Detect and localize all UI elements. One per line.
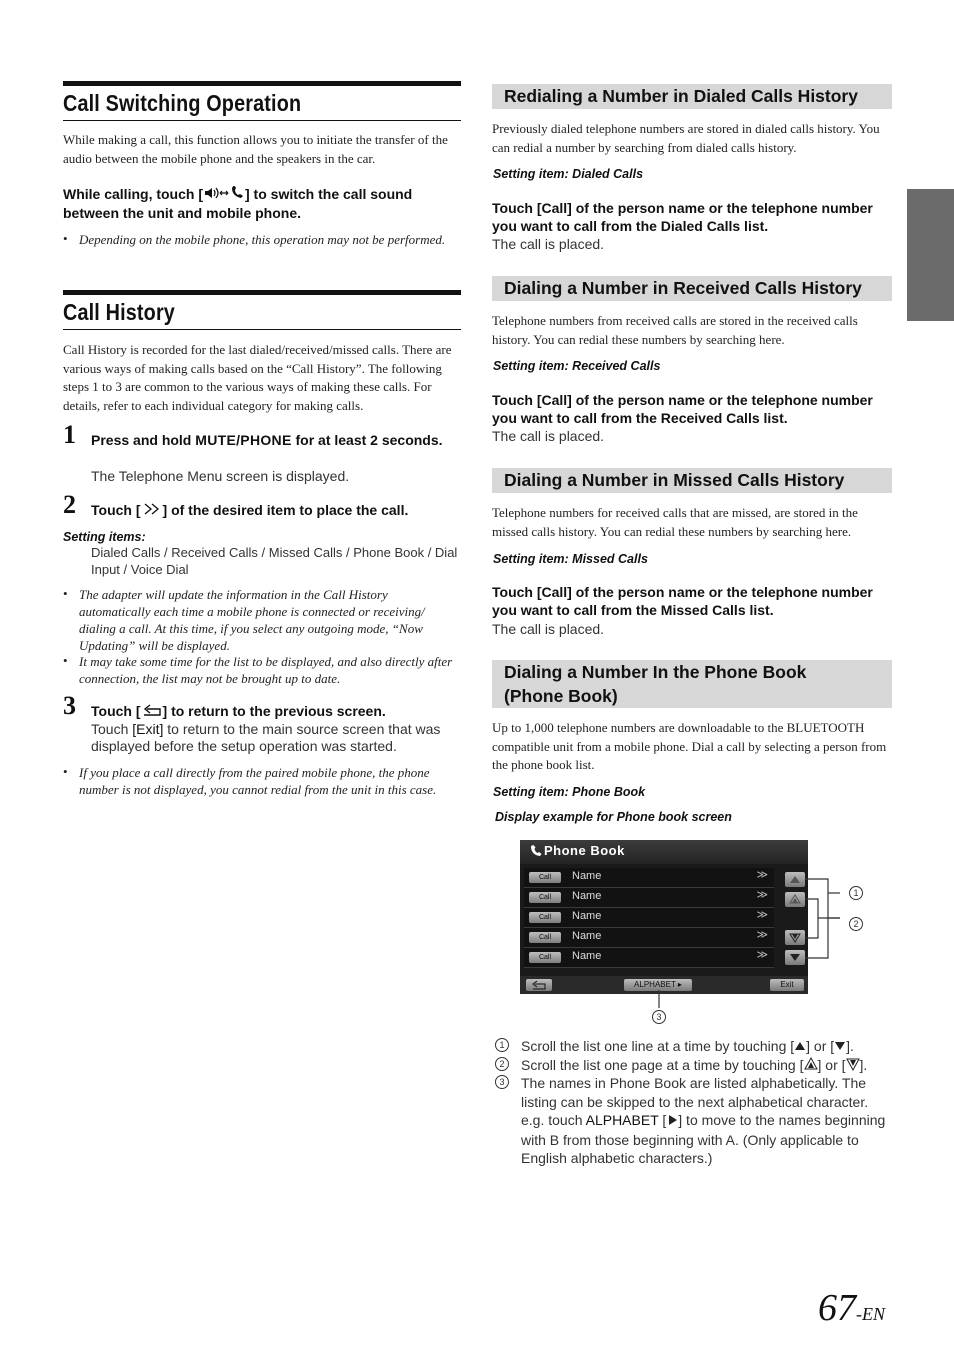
callout-3: 3 <box>652 1010 666 1024</box>
chevron-right-double-icon[interactable]: ≫ <box>756 929 768 941</box>
setting-items-values: Dialed Calls / Received Calls / Missed Calls / Phone Book / Dial Input / Voice Dial <box>91 545 458 577</box>
list-item[interactable]: Call Name ≫ <box>524 888 774 908</box>
missed-paragraph: Telephone numbers for received calls that are missed, are stored in the missed calls history. You can redial these numbers by searching here. <box>492 505 858 539</box>
call-button[interactable]: Call <box>529 912 561 923</box>
legend-marker-1: 1 <box>495 1038 509 1052</box>
call-switching-note: Depending on the mobile phone, this operation may not be performed. <box>79 232 446 247</box>
step3-instruction: Touch [ ] to return to the previous screen. <box>91 702 461 721</box>
received-result: The call is placed. <box>492 428 605 444</box>
phonebook-paragraph: Up to 1,000 telephone numbers are downloadable to the BLUETOOTH compatible unit from a mobile phone. Dial a call by selecting a person from the phone book list. <box>492 720 887 772</box>
step2-instruction: Touch [ ] of the desired item to place the call. <box>91 501 461 520</box>
call-button[interactable]: Call <box>529 892 561 903</box>
page-down-icon <box>846 1057 860 1076</box>
call-switch-icon <box>203 186 245 204</box>
call-history-note-a: The adapter will update the information in the Call History automatically each time a mobile phone is connected or receiving/ dialing a call. At this time, if you select any outgoing mode, “Now Updating” will be displayed. <box>79 587 425 653</box>
received-instruction: Touch [Call] of the person name or the telephone number you want to call from the Received Calls list. <box>492 392 873 426</box>
call-button[interactable]: Call <box>529 872 561 883</box>
missed-result: The call is placed. <box>492 621 605 637</box>
step1-result: The Telephone Menu screen is displayed. <box>91 468 350 484</box>
exit-button[interactable]: Exit <box>770 979 804 991</box>
step-number-2: 2 <box>63 490 76 519</box>
page-number: 67-EN <box>818 1287 885 1329</box>
alphabet-button[interactable]: ALPHABET ▸ <box>624 979 692 991</box>
play-right-icon <box>666 1112 678 1131</box>
redial-instruction: Touch [Call] of the person name or the telephone number you want to call from the Dialed Calls list. <box>492 200 873 234</box>
phone-book-screen <box>520 840 808 994</box>
heading-received: Dialing a Number in Received Calls History <box>492 276 892 301</box>
setting-item-phonebook: Setting item: Phone Book <box>493 785 646 799</box>
down-arrow-icon <box>834 1038 846 1057</box>
step-number-1: 1 <box>63 420 76 449</box>
section-title-call-switching: Call Switching Operation <box>63 81 461 121</box>
setting-item-missed: Setting item: Missed Calls <box>493 552 648 566</box>
missed-instruction: Touch [Call] of the person name or the telephone number you want to call from the Missed Calls list. <box>492 584 873 618</box>
redial-paragraph: Previously dialed telephone numbers are stored in dialed calls history. You can redial a number by searching from dialed calls history. <box>492 121 880 155</box>
call-switching-instruction: While calling, touch [ ] to switch the call sound between the unit and mobile phone. <box>63 186 413 222</box>
step3-result: Touch [Exit] to return to the main source screen that was displayed before the setup operation was started. <box>91 721 441 754</box>
list-item[interactable]: Call Name ≫ <box>524 908 774 928</box>
chevron-right-double-icon[interactable]: ≫ <box>756 869 768 881</box>
bullet: • <box>63 586 68 601</box>
return-button[interactable] <box>526 979 552 991</box>
heading-redial: Redialing a Number in Dialed Calls History <box>492 84 892 109</box>
page-up-icon <box>804 1057 818 1076</box>
bullet: • <box>63 764 68 779</box>
callout-1: 1 <box>849 886 863 900</box>
phone-icon <box>530 845 542 860</box>
up-arrow-icon <box>794 1038 806 1057</box>
chevron-right-double-icon[interactable]: ≫ <box>756 949 768 961</box>
call-history-note-b: It may take some time for the list to be displayed, and also directly after connection, the list may not be brought up to date. <box>79 654 453 686</box>
side-tab <box>907 189 954 321</box>
chevron-right-double-icon[interactable]: ≫ <box>756 909 768 921</box>
heading-missed: Dialing a Number in Missed Calls History <box>492 468 892 493</box>
display-example-label: Display example for Phone book screen <box>495 810 732 824</box>
received-paragraph: Telephone numbers from received calls are stored in the received calls history. You can redial these numbers by searching here. <box>492 313 858 347</box>
direct-call-note: If you place a call directly from the paired mobile phone, the phone number is not displayed, you cannot redial from the unit in this case. <box>79 765 437 797</box>
legend-item-2: Scroll the list one page at a time by touching [ ] or [ ]. <box>521 1056 893 1076</box>
setting-item-received: Setting item: Received Calls <box>493 359 661 373</box>
call-button[interactable]: Call <box>529 952 561 963</box>
chevron-right-double-icon <box>141 502 163 520</box>
heading-phonebook: Dialing a Number In the Phone Book (Phone Book) <box>492 660 892 708</box>
redial-result: The call is placed. <box>492 236 605 252</box>
step-number-3: 3 <box>63 691 76 720</box>
screen-title: Phone Book <box>544 843 625 858</box>
legend-marker-3: 3 <box>495 1075 509 1089</box>
section-title-call-history: Call History <box>63 290 461 330</box>
return-arrow-icon <box>141 703 163 721</box>
callout-2: 2 <box>849 917 863 931</box>
call-button[interactable]: Call <box>529 932 561 943</box>
legend-item-1: Scroll the list one line at a time by touching [ ] or [ ]. <box>521 1037 893 1057</box>
list-item[interactable]: Call Name ≫ <box>524 948 774 968</box>
setting-item-dialed: Setting item: Dialed Calls <box>493 167 644 181</box>
chevron-right-double-icon[interactable]: ≫ <box>756 889 768 901</box>
list-item[interactable]: Call Name ≫ <box>524 868 774 888</box>
step1-instruction: Press and hold MUTE/PHONE for at least 2 seconds. <box>91 432 443 448</box>
setting-items-label: Setting items: <box>63 530 146 544</box>
call-history-paragraph: Call History is recorded for the last dialed/received/missed calls. There are various ways of making calls based on the “Call History”. The following steps 1 to 3 are common to the various ways of making these calls. For details, refer to each individual category for making calls. <box>63 342 452 413</box>
call-switching-paragraph: While making a call, this function allows you to initiate the transfer of the audio between the mobile phone and the speakers in the car. <box>63 132 448 166</box>
legend-item-3: The names in Phone Book are listed alphabetically. The listing can be skipped to the next alphabetical character. e.g. touch ALPHABET [ ] to move to the names beginning with B from those beginning with A. (Only applicable to English alphabetic characters.) <box>521 1075 886 1167</box>
callout-line-3 <box>655 990 665 1010</box>
legend-marker-2: 2 <box>495 1057 509 1071</box>
bullet: • <box>63 231 68 246</box>
screen-title-bar <box>520 840 808 864</box>
bullet: • <box>63 653 68 668</box>
list-item[interactable]: Call Name ≫ <box>524 928 774 948</box>
